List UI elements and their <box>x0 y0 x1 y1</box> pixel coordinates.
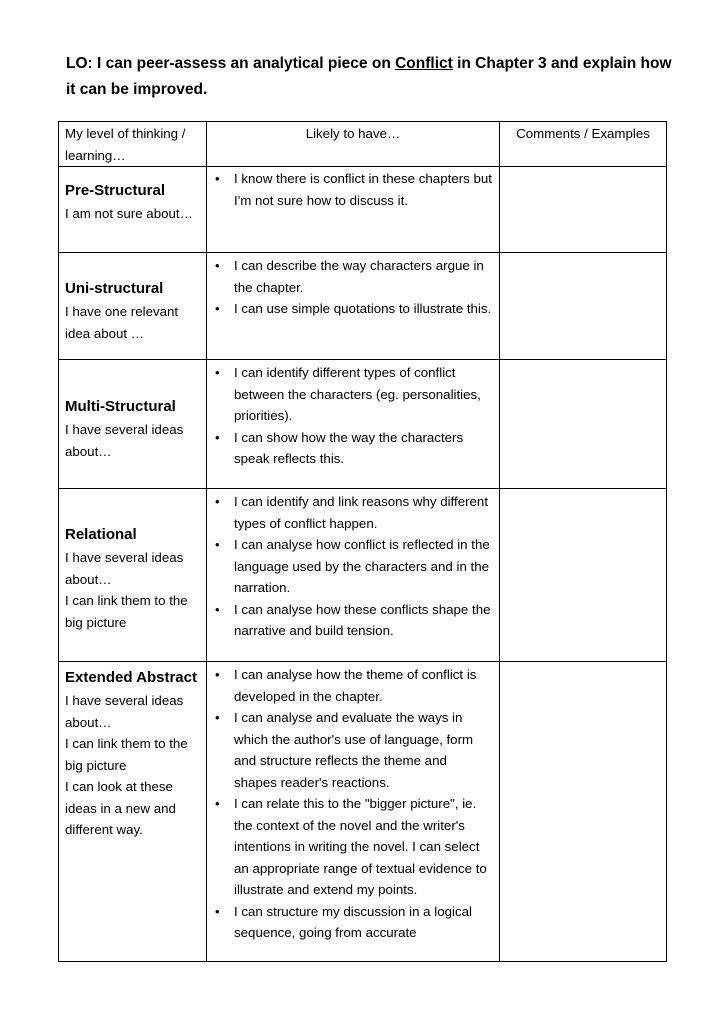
list-item: • I can analyse how conflict is reflected in the language used by the characters and in the narration. <box>215 534 493 599</box>
level-name: Multi-Structural <box>65 398 176 415</box>
table-row <box>59 489 667 662</box>
table-row <box>59 167 667 253</box>
level-cell <box>59 662 207 962</box>
level-name: Uni-structural <box>65 280 164 297</box>
header-level: My level of thinking / learning… <box>59 122 207 167</box>
bullet-icon: • <box>215 710 220 725</box>
table-row <box>59 253 667 360</box>
level-name: Relational <box>65 526 137 543</box>
table-row <box>59 360 667 489</box>
level-description: I have several ideas about… I can link them to the big picture <box>65 550 188 630</box>
list-item: • I can identify and link reasons why different types of conflict happen. <box>215 491 493 534</box>
level-name: Extended Abstract <box>65 669 197 686</box>
lo-text-underlined: Conflict <box>395 55 453 72</box>
list-item: • I can identify different types of conflict between the characters (eg. personalities, priorities). <box>215 362 493 427</box>
likely-cell <box>207 167 500 253</box>
list-item: • I know there is conflict in these chapters but I'm not sure how to discuss it. <box>215 168 493 211</box>
bullet-list <box>207 253 499 320</box>
level-description: I have several ideas about… I can link them to the big picture I can look at these ideas in a new and different way. <box>65 693 188 837</box>
bullet-list <box>207 662 499 944</box>
bullet-list <box>207 489 499 642</box>
likely-cell <box>207 489 500 662</box>
level-description: I am not sure about… <box>65 206 193 221</box>
learning-objective-title <box>66 51 676 103</box>
comments-cell[interactable] <box>500 489 667 662</box>
lo-text-prefix: LO: I can peer-assess an analytical piece on <box>66 55 396 72</box>
bullet-icon: • <box>215 601 220 617</box>
likely-cell <box>207 253 500 360</box>
bullet-list <box>207 167 499 211</box>
list-item: • I can show how the way the characters speak reflects this. <box>215 427 493 470</box>
bullet-icon: • <box>215 903 220 919</box>
level-name: Pre-Structural <box>65 182 166 199</box>
level-description: I have one relevant idea about … <box>65 304 179 341</box>
header-comments: Comments / Examples <box>500 122 667 167</box>
bullet-icon: • <box>215 796 220 811</box>
level-cell <box>59 360 207 489</box>
list-item: • I can analyse and evaluate the ways in which the author's use of language, form and structure reflects the theme and shapes reader's reactions. <box>215 707 493 793</box>
bullet-list <box>207 360 499 470</box>
bullet-icon: • <box>215 667 220 682</box>
solo-rubric-table <box>58 121 667 962</box>
list-item: • I can use simple quotations to illustrate this. <box>215 298 493 320</box>
list-item: • I can structure my discussion in a logical sequence, going from accurate <box>215 901 493 944</box>
likely-cell <box>207 360 500 489</box>
bullet-icon: • <box>215 258 220 273</box>
comments-cell[interactable] <box>500 662 667 962</box>
level-description: I have several ideas about… <box>65 422 184 459</box>
level-cell <box>59 253 207 360</box>
table-header-row <box>59 122 667 167</box>
likely-cell <box>207 662 500 962</box>
table-row <box>59 662 667 962</box>
bullet-icon: • <box>215 365 220 380</box>
bullet-icon: • <box>215 537 220 552</box>
bullet-icon: • <box>215 171 220 186</box>
comments-cell[interactable] <box>500 167 667 253</box>
bullet-icon: • <box>215 429 220 445</box>
list-item: • I can analyse how the theme of conflict is developed in the chapter. <box>215 664 493 707</box>
header-likely: Likely to have… <box>207 122 500 167</box>
comments-cell[interactable] <box>500 253 667 360</box>
level-cell <box>59 489 207 662</box>
bullet-icon: • <box>215 494 220 509</box>
list-item: • I can describe the way characters argue in the chapter. <box>215 255 493 298</box>
comments-cell[interactable] <box>500 360 667 489</box>
level-cell <box>59 167 207 253</box>
list-item: • I can analyse how these conflicts shape the narrative and build tension. <box>215 599 493 642</box>
lo-text-suffix: in Chapter 3 and explain how it can be improved. <box>66 55 672 98</box>
list-item: • I can relate this to the "bigger picture", ie. the context of the novel and the writer's intentions in writing the novel. I can select an appropriate range of textual evidence to illustrate and extend my points. <box>215 793 493 901</box>
bullet-icon: • <box>215 301 220 316</box>
